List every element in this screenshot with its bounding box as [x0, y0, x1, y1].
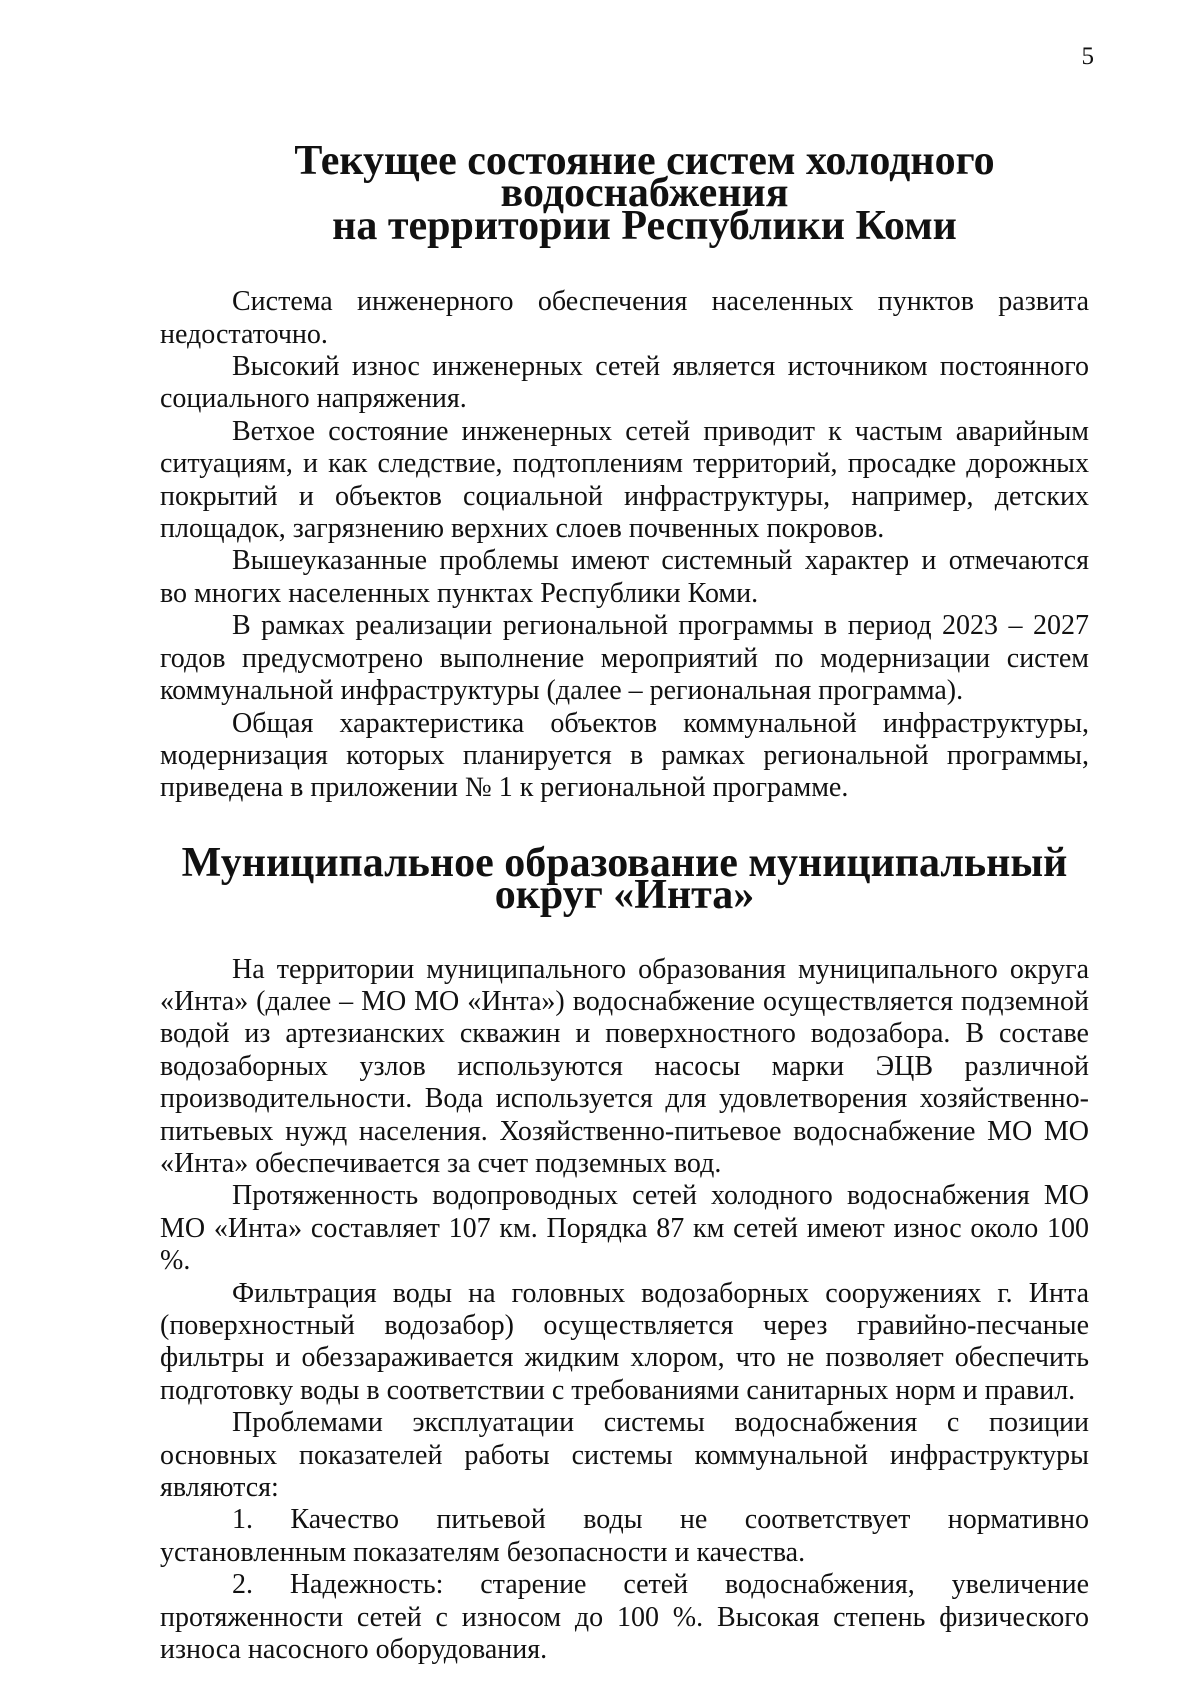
page-number: 5	[1081, 43, 1094, 70]
section-inta	[160, 954, 1089, 1667]
paragraph: Высокий износ инженерных сетей является источником постоянного социального напряжения.	[160, 351, 1089, 415]
document-body	[160, 138, 1089, 1666]
paragraph: Вышеуказанные проблемы имеют системный характер и отмечаются во многих населенных пунктах Республики Коми.	[160, 545, 1089, 609]
paragraph: На территории муниципального образования муниципального округа «Инта» (далее – МО МО «Инта») водоснабжение осуществляется подземной водой из артезианских скважин и поверхностного водозабора. В составе водозаборных узлов используются насосы марки ЭЦВ различной производительности. Вода используется для удовлетворения хозяйственно-питьевых нужд населения. Хозяйственно-питьевое водоснабжение МО МО «Инта» обеспечивается за счет подземных вод.	[160, 953, 1089, 1179]
paragraph: Система инженерного обеспечения населенных пунктов развита недостаточно.	[160, 286, 1089, 350]
paragraph: Общая характеристика объектов коммунальной инфраструктуры, модернизация которых планируется в рамках региональной программы, приведена в приложении № 1 к региональной программе.	[160, 707, 1089, 804]
paragraph: Ветхое состояние инженерных сетей приводит к частым аварийным ситуациям, и как следствие, подтоплениям территорий, просадке дорожных покрытий и объектов социальной инфраструктуры, например, детских площадок, загрязнению верхних слоев почвенных покровов.	[160, 415, 1089, 545]
paragraph: Фильтрация воды на головных водозаборных сооружениях г. Инта (поверхностный водозабор) осуществляется через гравийно-песчаные фильтры и обеззараживается жидким хлором, что не позволяет обеспечить подготовку воды в соответствии с требованиями санитарных норм и правил.	[160, 1277, 1089, 1406]
heading-line-1: Текущее состояние систем холодного водоснабжения	[294, 138, 995, 217]
list-item: 1. Качество питьевой воды не соответствует нормативно установленным показателям безопасности и качества.	[160, 1504, 1089, 1568]
section-heading-inta: Муниципальное образование муниципальный округ «Инта»	[181, 839, 1068, 919]
paragraph: Протяженность водопроводных сетей холодного водоснабжения МО МО «Инта» составляет 107 км. Порядка 87 км сетей имеют износ около 100 %.	[160, 1180, 1089, 1277]
section-general	[160, 286, 1089, 805]
paragraph: Проблемами эксплуатации системы водоснабжения с позиции основных показателей работы системы коммунальной инфраструктуры являются:	[160, 1407, 1089, 1504]
list-item: 2. Надежность: старение сетей водоснабжения, увеличение протяженности сетей с износом до 100 %. Высокая степень физического износа насосного оборудования.	[160, 1569, 1089, 1666]
paragraph: В рамках реализации региональной программы в период 2023 – 2027 годов предусмотрено выполнение мероприятий по модернизации систем коммунальной инфраструктуры (далее – региональная программа).	[160, 610, 1089, 707]
heading-line-2: на территории Республики Коми	[332, 202, 957, 249]
section-heading-cold-water-supply	[160, 138, 1089, 249]
